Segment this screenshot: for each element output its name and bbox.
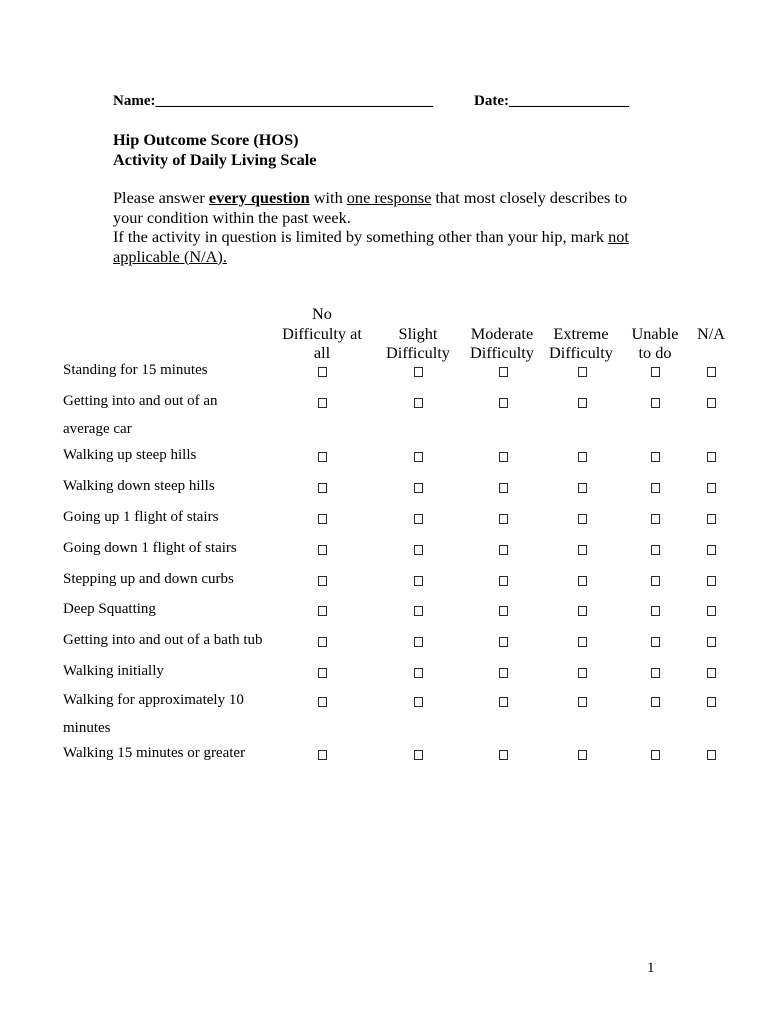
checkbox-moderate-difficulty[interactable]: [499, 483, 508, 493]
row-label-line: Getting into and out of a bath tub: [63, 632, 263, 648]
row-label: [63, 626, 263, 654]
row-label-line: Standing for 15 minutes: [63, 362, 208, 378]
emphasis-one-response: one response: [346, 188, 432, 207]
checkbox-n-a[interactable]: [707, 545, 716, 555]
row-label-line: Deep Squatting: [63, 601, 156, 617]
checkbox-extreme-difficulty[interactable]: [578, 668, 587, 678]
checkbox-n-a[interactable]: [707, 668, 716, 678]
emphasis-every-question: every question: [208, 188, 310, 207]
checkbox-moderate-difficulty[interactable]: [499, 545, 508, 555]
row-label-line: Walking up steep hills: [63, 447, 197, 463]
name-row: [113, 92, 433, 110]
checkbox-slight-difficulty[interactable]: [414, 668, 423, 678]
checkbox-extreme-difficulty[interactable]: [578, 398, 587, 408]
row-label-line: Stepping up and down curbs: [63, 571, 234, 587]
checkbox-unable-to-do[interactable]: [651, 514, 660, 524]
checkbox-n-a[interactable]: [707, 367, 716, 377]
table-row: [0, 503, 768, 531]
checkbox-unable-to-do[interactable]: [651, 367, 660, 377]
checkbox-unable-to-do[interactable]: [651, 697, 660, 707]
column-header-line: Extreme: [553, 323, 609, 343]
checkbox-moderate-difficulty[interactable]: [499, 367, 508, 377]
column-header-line: Difficulty: [549, 343, 613, 362]
checkbox-n-a[interactable]: [707, 483, 716, 493]
checkbox-moderate-difficulty[interactable]: [499, 398, 508, 408]
row-label: [63, 503, 218, 531]
table-row: [0, 387, 768, 437]
checkbox-moderate-difficulty[interactable]: [499, 637, 508, 647]
date-field[interactable]: ________________: [508, 93, 629, 109]
checkbox-n-a[interactable]: [707, 514, 716, 524]
row-label-line: Walking for approximately 10: [63, 692, 244, 708]
form-title: Hip Outcome Score (HOS): [113, 130, 299, 149]
checkbox-unable-to-do[interactable]: [651, 750, 660, 760]
checkbox-extreme-difficulty[interactable]: [578, 750, 587, 760]
emphasis-not: not: [608, 227, 629, 246]
date-row: [474, 92, 629, 110]
checkbox-unable-to-do[interactable]: [651, 398, 660, 408]
checkbox-slight-difficulty[interactable]: [414, 367, 423, 377]
checkbox-no-difficulty-at-all[interactable]: [318, 576, 327, 586]
checkbox-no-difficulty-at-all[interactable]: [318, 483, 327, 493]
row-label: [63, 565, 234, 593]
checkbox-extreme-difficulty[interactable]: [578, 606, 587, 616]
checkbox-no-difficulty-at-all[interactable]: [318, 367, 327, 377]
checkbox-n-a[interactable]: [707, 750, 716, 760]
checkbox-slight-difficulty[interactable]: [414, 750, 423, 760]
checkbox-slight-difficulty[interactable]: [414, 483, 423, 493]
row-label-line: Walking initially: [63, 663, 164, 679]
checkbox-moderate-difficulty[interactable]: [499, 514, 508, 524]
row-label: [63, 686, 244, 742]
checkbox-extreme-difficulty[interactable]: [578, 514, 587, 524]
checkbox-no-difficulty-at-all[interactable]: [318, 545, 327, 555]
instructions-line: [113, 188, 629, 208]
row-label: [63, 739, 245, 767]
table-row: [0, 657, 768, 685]
checkbox-extreme-difficulty[interactable]: [578, 545, 587, 555]
instructions-text: If the activity in question is limited by something other than your hip, mark: [113, 227, 609, 246]
checkbox-slight-difficulty[interactable]: [414, 452, 423, 462]
checkbox-slight-difficulty[interactable]: [414, 606, 423, 616]
column-header-n-a: [666, 324, 756, 344]
row-label: [63, 534, 237, 562]
column-header-line: to do: [638, 343, 672, 362]
checkbox-no-difficulty-at-all[interactable]: [318, 697, 327, 707]
row-label: [63, 441, 196, 469]
checkbox-slight-difficulty[interactable]: [414, 398, 423, 408]
column-header-line: Difficulty at: [282, 323, 362, 343]
name-field[interactable]: _____________________________________: [155, 93, 433, 109]
row-label-line: Walking down steep hills: [63, 478, 215, 494]
checkbox-slight-difficulty[interactable]: [414, 576, 423, 586]
table-row: [0, 626, 768, 654]
table-row: [0, 686, 768, 736]
column-header-line: Difficulty: [470, 343, 534, 362]
page-number: 1: [647, 960, 655, 976]
checkbox-n-a[interactable]: [707, 606, 716, 616]
checkbox-extreme-difficulty[interactable]: [578, 576, 587, 586]
row-label-line: average car: [63, 421, 132, 437]
checkbox-moderate-difficulty[interactable]: [499, 697, 508, 707]
checkbox-slight-difficulty[interactable]: [414, 697, 423, 707]
checkbox-unable-to-do[interactable]: [651, 483, 660, 493]
checkbox-no-difficulty-at-all[interactable]: [318, 606, 327, 616]
checkbox-slight-difficulty[interactable]: [414, 545, 423, 555]
checkbox-unable-to-do[interactable]: [651, 576, 660, 586]
instructions-text: with: [309, 188, 347, 207]
column-header-line: No: [312, 304, 332, 323]
checkbox-extreme-difficulty[interactable]: [578, 367, 587, 377]
column-header-line: all: [313, 343, 331, 362]
checkbox-slight-difficulty[interactable]: [414, 514, 423, 524]
row-label-line: Walking 15 minutes or greater: [63, 745, 246, 761]
instructions: [113, 188, 629, 266]
column-header-line: Slight: [398, 323, 438, 343]
row-label: [63, 387, 218, 443]
checkbox-no-difficulty-at-all[interactable]: [318, 452, 327, 462]
table-row: [0, 595, 768, 623]
row-label-line: Going down 1 flight of stairs: [63, 540, 237, 556]
table-row: [0, 739, 768, 767]
row-label-line: Going up 1 flight of stairs: [63, 509, 219, 525]
checkbox-n-a[interactable]: [707, 697, 716, 707]
row-label: [63, 356, 208, 384]
instructions-line: applicable (N/A).: [113, 246, 227, 266]
checkbox-moderate-difficulty[interactable]: [499, 668, 508, 678]
activity-table: [0, 300, 768, 780]
row-label-line: minutes: [63, 720, 111, 736]
checkbox-moderate-difficulty[interactable]: [499, 452, 508, 462]
checkbox-moderate-difficulty[interactable]: [499, 576, 508, 586]
checkbox-extreme-difficulty[interactable]: [578, 697, 587, 707]
checkbox-unable-to-do[interactable]: [651, 452, 660, 462]
column-header-line: N/A: [696, 323, 726, 343]
row-label: [63, 472, 215, 500]
instructions-text: that most closely describes to: [431, 188, 628, 207]
checkbox-n-a[interactable]: [707, 637, 716, 647]
checkbox-no-difficulty-at-all[interactable]: [318, 514, 327, 524]
row-label: [63, 595, 156, 623]
checkbox-no-difficulty-at-all[interactable]: [318, 637, 327, 647]
table-row: [0, 441, 768, 469]
title-block: [113, 130, 317, 169]
checkbox-moderate-difficulty[interactable]: [499, 750, 508, 760]
table-row: [0, 472, 768, 500]
instructions-text: Please answer: [113, 188, 209, 207]
checkbox-n-a[interactable]: [707, 452, 716, 462]
column-header-no-difficulty-at-all: [277, 304, 367, 363]
checkbox-extreme-difficulty[interactable]: [578, 483, 587, 493]
checkbox-n-a[interactable]: [707, 576, 716, 586]
column-header-line: Unable: [631, 323, 679, 343]
checkbox-no-difficulty-at-all[interactable]: [318, 750, 327, 760]
date-label: Date:: [474, 93, 509, 109]
checkbox-unable-to-do[interactable]: [651, 637, 660, 647]
column-header-line: Difficulty: [386, 343, 450, 362]
form-subtitle: Activity of Daily Living Scale: [113, 149, 317, 169]
name-label: Name:: [113, 93, 156, 109]
checkbox-extreme-difficulty[interactable]: [578, 452, 587, 462]
column-header-line: Moderate: [470, 323, 534, 343]
checkbox-moderate-difficulty[interactable]: [499, 606, 508, 616]
checkbox-extreme-difficulty[interactable]: [578, 637, 587, 647]
row-label: [63, 657, 164, 685]
checkbox-n-a[interactable]: [707, 398, 716, 408]
checkbox-slight-difficulty[interactable]: [414, 637, 423, 647]
checkbox-unable-to-do[interactable]: [651, 606, 660, 616]
checkbox-unable-to-do[interactable]: [651, 545, 660, 555]
table-row: [0, 356, 768, 384]
row-label-line: Getting into and out of an: [63, 393, 218, 409]
instructions-line: your condition within the past week.: [113, 207, 351, 227]
checkbox-no-difficulty-at-all[interactable]: [318, 398, 327, 408]
table-row: [0, 565, 768, 593]
instructions-line: [113, 227, 629, 247]
checkbox-unable-to-do[interactable]: [651, 668, 660, 678]
checkbox-no-difficulty-at-all[interactable]: [318, 668, 327, 678]
table-row: [0, 534, 768, 562]
